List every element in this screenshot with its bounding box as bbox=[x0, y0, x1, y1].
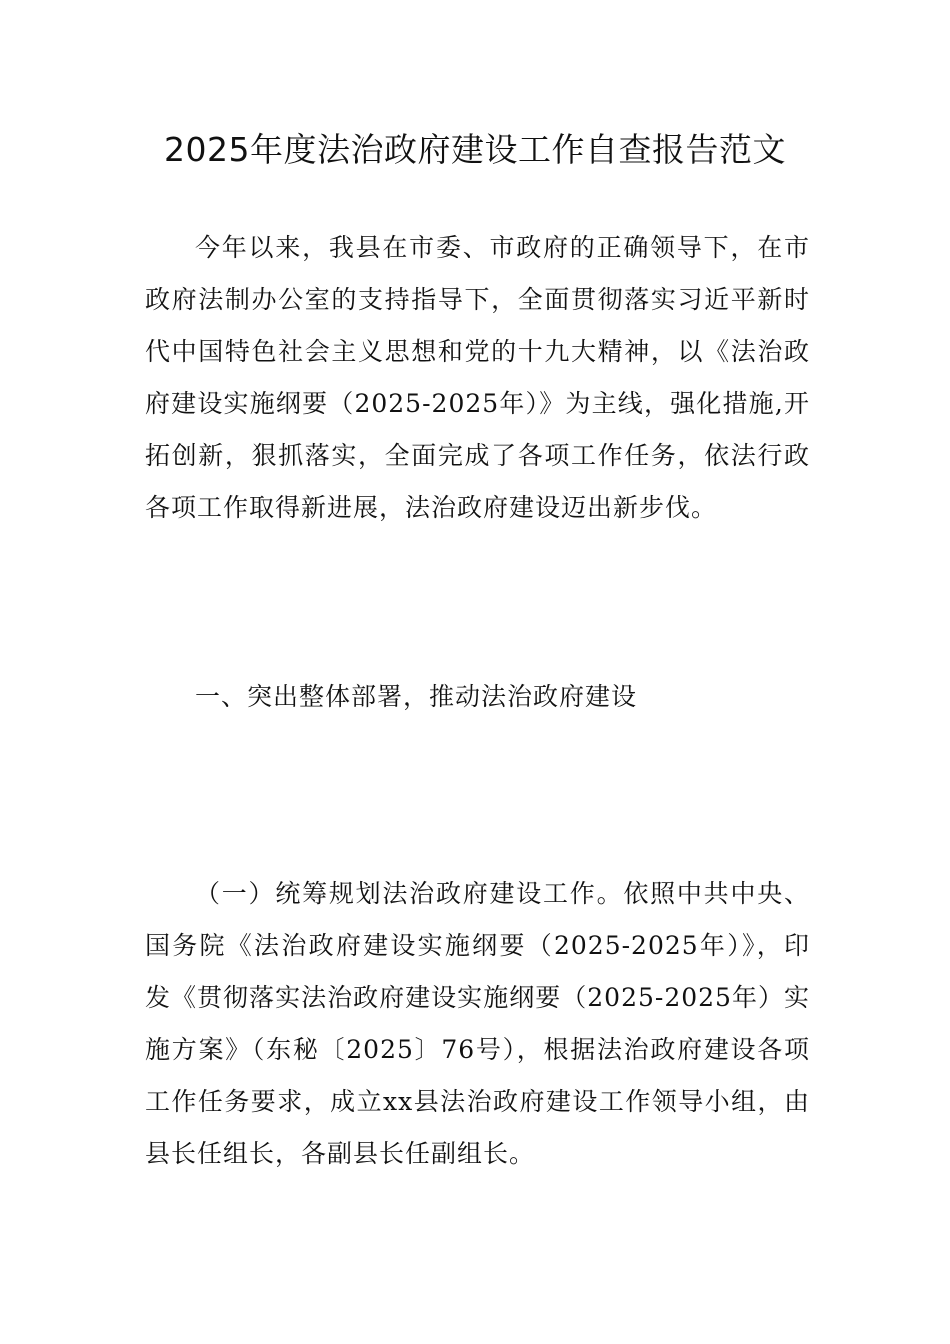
intro-paragraph: 今年以来，我县在市委、市政府的正确领导下，在市政府法制办公室的支持指导下，全面贯彻落实习近平新时代中国特色社会主义思想和党的十九大精神，以《法治政府建设实施纲要（2025-2025年）》为主线，强化措施,开拓创新，狠抓落实，全面完成了各项工作任务，依法行政各项工作取得新进展，法治政府建设迈出新步伐。 bbox=[145, 233, 810, 522]
subsection-paragraph-1: （一）统筹规划法治政府建设工作。依照中共中央、国务院《法治政府建设实施纲要（2025-2025年）》，印发《贯彻落实法治政府建设实施纲要（2025-2025年）实施方案》（东秘〔2025〕76号），根据法治政府建设各项工作任务要求，成立xx县法治政府建设工作领导小组，由县长任组长，各副县长任副组长。 bbox=[145, 879, 810, 1168]
document-title: 2025年度法治政府建设工作自查报告范文 bbox=[164, 130, 786, 169]
section-heading-1: 一、突出整体部署，推动法治政府建设 bbox=[195, 682, 638, 711]
